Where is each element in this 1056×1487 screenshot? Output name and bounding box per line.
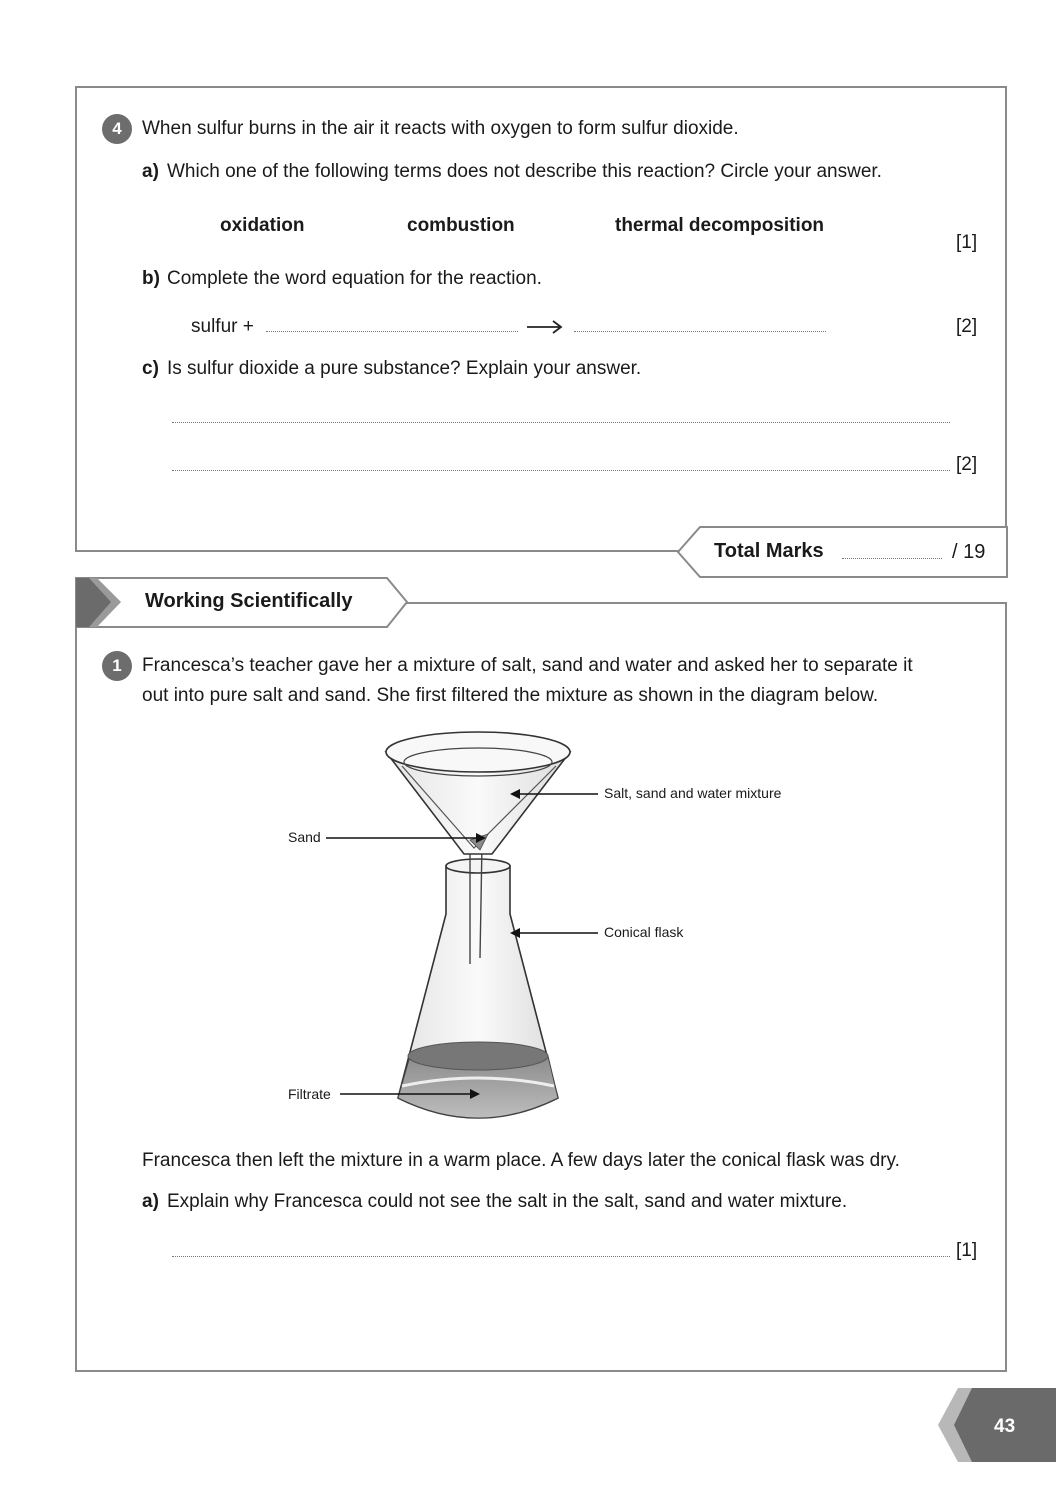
equation-start: sulfur +	[191, 316, 254, 337]
label-sand: Sand	[288, 829, 321, 845]
q4-part-b-marks: [2]	[956, 316, 978, 337]
option-thermal-decomposition[interactable]: thermal decomposition	[615, 215, 825, 236]
q4-part-c-letter: c)	[142, 358, 159, 379]
label-mixture: Salt, sand and water mixture	[604, 785, 782, 801]
question-4-number: 4	[102, 114, 132, 144]
page-number: 43	[994, 1416, 1016, 1437]
q4-part-b-letter: b)	[142, 268, 160, 289]
question-1-follow-up: Francesca then left the mixture in a warm place. A few days later the conical flask was dry.	[142, 1150, 900, 1171]
q1-part-a-text: Explain why Francesca could not see the salt in the salt, sand and water mixture.	[167, 1191, 848, 1212]
option-oxidation[interactable]: oxidation	[220, 215, 305, 236]
total-marks-out-of: / 19	[952, 541, 986, 563]
section-title: Working Scientifically	[145, 590, 353, 612]
q4-part-c-text: Is sulfur dioxide a pure substance? Explain your answer.	[167, 358, 642, 379]
q1-part-a-letter: a)	[142, 1191, 159, 1212]
label-conical-flask: Conical flask	[604, 924, 684, 940]
option-combustion[interactable]: combustion	[407, 215, 515, 236]
question-4-stem: When sulfur burns in the air it reacts with oxygen to form sulfur dioxide.	[142, 118, 739, 139]
q4-part-a-text: Which one of the following terms does not describe this reaction? Circle your answer.	[167, 161, 882, 182]
q4-part-a-marks: [1]	[956, 232, 978, 253]
question-1-stem-line-1: Francesca’s teacher gave her a mixture of salt, sand and water and asked her to separate it	[142, 655, 913, 676]
q1-part-a-marks: [1]	[956, 1240, 978, 1261]
q4-part-a-letter: a)	[142, 161, 159, 182]
question-1-stem-line-2: out into pure salt and sand. She first filtered the mixture as shown in the diagram below.	[142, 685, 879, 706]
q1-part-a-answer-line[interactable]	[172, 1256, 950, 1257]
q4-part-c-marks: [2]	[956, 454, 978, 475]
q4-part-b-text: Complete the word equation for the reaction.	[167, 268, 542, 289]
question-1-number: 1	[102, 651, 132, 681]
total-marks-label: Total Marks	[714, 540, 824, 562]
label-filtrate: Filtrate	[288, 1086, 331, 1102]
